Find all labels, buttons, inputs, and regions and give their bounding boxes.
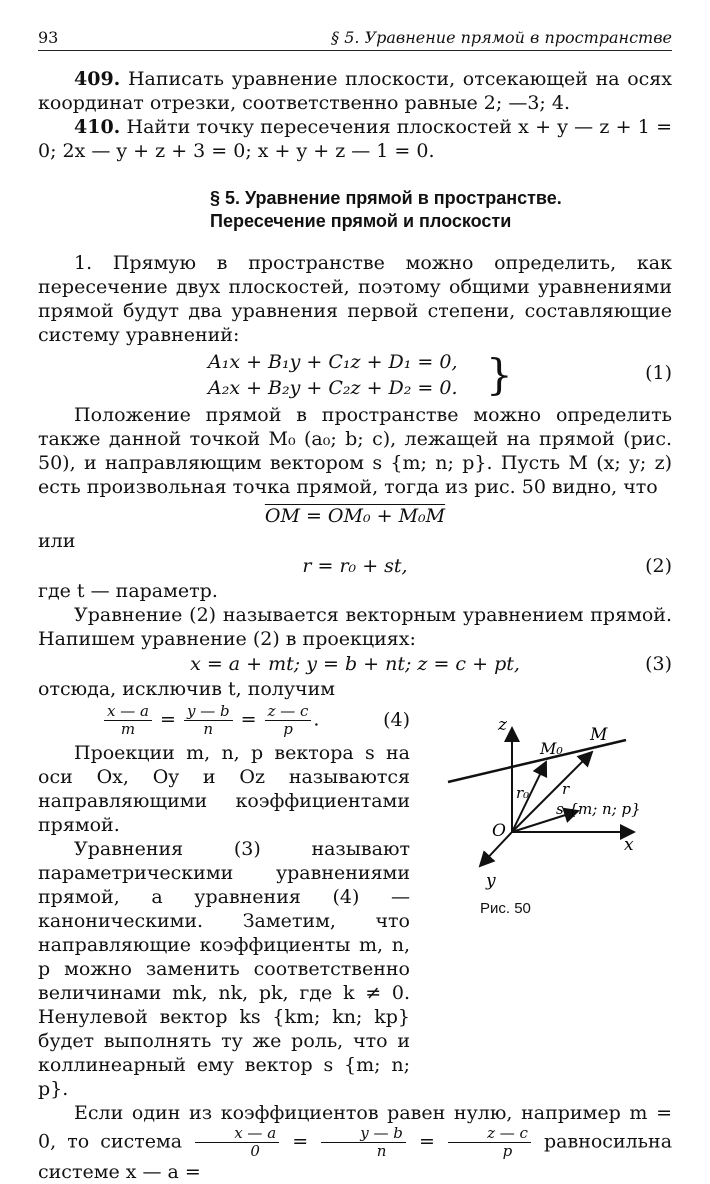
eq-number-2: (2) (645, 555, 672, 577)
paragraph-7: Если один из коэффициентов равен нулю, например m = 0, то система $\frac{x — a}{0}$ = $\frac{y — b}{n}$ = $\frac{z — c}{p}$ равносильна системе x — a = (38, 1102, 673, 1183)
label-z: z (498, 715, 507, 735)
label-o: O (492, 821, 506, 841)
page-number: 93 (38, 28, 59, 47)
parameter-note: где t — параметр. (38, 580, 218, 602)
label-y: y (486, 871, 496, 891)
equation-4: $\frac{x — a}{m}$ = $\frac{y — b}{n}$ = $\frac{z — c}{p}$ . (4) (38, 701, 410, 741)
equation-3: x = a + mt; y = b + nt; z = c + pt, (3) (190, 653, 672, 675)
label-s: s {m; n; p} (556, 800, 641, 818)
problem-410: 410. Найти точку пересечения плоскостей x + y — z + 1 = 0; 2x — y + z + 3 = 0; x + y + z — 1 = 0. (38, 116, 672, 162)
figure-50 (404, 690, 644, 930)
eq-number-1: (1) (645, 362, 672, 384)
paragraph-1: 1. Прямую в пространстве можно определить, как пересечение двух плоскостей, поэтому общими уравнениями прямой будут два уравнения первой степени, составляющие систему уравнений: (38, 252, 672, 346)
word-or: или (38, 530, 76, 552)
label-m: M (590, 725, 608, 745)
paragraph-6-start: Уравнения (3) называют параметрическими уравнениями прямой, а уравнения (4) — каноническими. Заметим, что направляющие коэффициенты m, n, p можно заменить соответственно величинами mk, nk, pk, где k ≠ 0. Ненулевой вектор ks {km; kn; kp} будет выполнять ту же роль, что и коллинеарный ему вектор s {m; n; p}. (38, 838, 410, 1100)
line-l (448, 740, 626, 782)
figure-caption: Рис. 50 (480, 900, 531, 917)
brace: } (486, 350, 513, 399)
label-r0: r₀ (516, 784, 530, 802)
page (38, 28, 672, 1184)
problem-409: 409. Написать уравнение плоскости, отсекающей на осях координат отрезки, соответственно равные 2; —3; 4. (38, 68, 672, 114)
label-m0: M₀ (540, 739, 563, 758)
paragraph-4: отсюда, исключив t, получим (38, 678, 336, 700)
paragraph-5: Проекции m, n, p вектора s на оси Ox, Oy и Oz называются направляющими коэффициентами прямой. (38, 742, 410, 836)
running-title: § 5. Уравнение прямой в пространстве (331, 28, 672, 47)
paragraph-2: Положение прямой в пространстве можно определить также данной точкой M₀ (a₀; b; c), лежащей на прямой (рис. 50), и направляющим вектором s {m; n; p}. Пусть M (x; y; z) есть произвольная точка прямой, тогда из рис. 50 видно, что (38, 404, 672, 498)
label-r: r (562, 780, 570, 798)
equation-vector-sum: OM = OM₀ + M₀M (264, 505, 446, 527)
eq-number-3: (3) (645, 653, 672, 675)
section-title: § 5. Уравнение прямой в пространстве. Пересечение прямой и плоскости (210, 188, 562, 231)
equation-system-1 (38, 349, 672, 401)
page-header (38, 28, 672, 51)
paragraph-3: Уравнение (2) называется векторным уравнением прямой. Напишем уравнение (2) в проекциях: (38, 604, 672, 650)
label-x: x (624, 835, 634, 855)
system-eq-2: A₂x + B₂y + C₂z + D₂ = 0. (208, 377, 458, 399)
equation-2: r = r₀ + st, (2) (302, 555, 672, 577)
system-eq-1: A₁x + B₁y + C₁z + D₁ = 0, (208, 351, 458, 373)
eq-number-4: (4) (383, 709, 410, 731)
